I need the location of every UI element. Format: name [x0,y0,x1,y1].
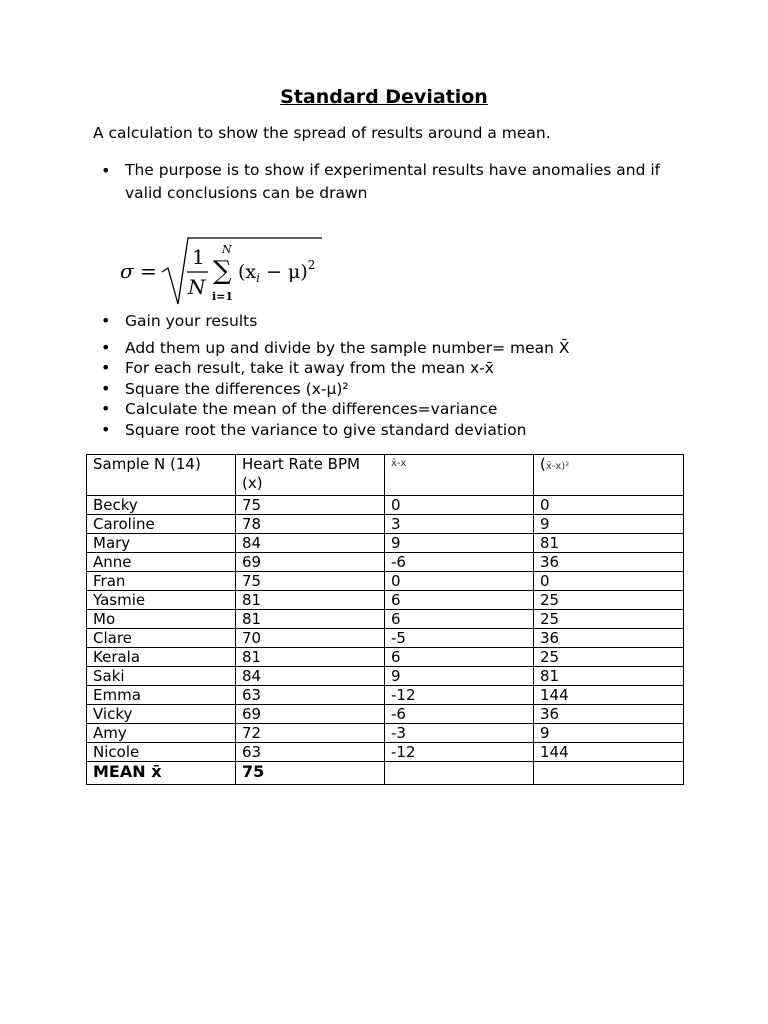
cell-difference: 9 [385,667,534,686]
cell-heart-rate: 84 [236,667,385,686]
table-row [87,496,684,515]
cell-sample-name: Clare [87,629,236,648]
cell-difference-squared: 36 [534,629,684,648]
cell-difference-squared: 36 [534,705,684,724]
cell-difference: 3 [385,515,534,534]
cell-difference-squared: 9 [534,724,684,743]
mean-value: 75 [236,762,385,785]
cell-sample-name: Saki [87,667,236,686]
list-item: • Square root the variance to give standard deviation [93,420,673,441]
list-item: • Gain your results [93,311,673,332]
cell-sample-name: Yasmie [87,591,236,610]
cell-difference-squared: 0 [534,496,684,515]
formula-lhs: σ = [120,259,157,283]
sum-upper-limit: N [222,243,232,256]
header-difference-squared: (x̄-x)² [534,455,684,496]
cell-sample-name: Amy [87,724,236,743]
steps-list [93,311,673,441]
sum-lower-limit: i=1 [212,290,234,303]
table-row [87,534,684,553]
cell-sample-name: Vicky [87,705,236,724]
table-row [87,629,684,648]
cell-sample-name: Anne [87,553,236,572]
cell-difference: 6 [385,648,534,667]
empty-cell [385,762,534,785]
list-item: • The purpose is to show if experimental results have anomalies and if valid conclusions can be drawn [93,159,673,205]
mean-label: MEAN x̄ [87,762,236,785]
cell-difference-squared: 36 [534,553,684,572]
cell-difference-squared: 144 [534,743,684,762]
cell-sample-name: Emma [87,686,236,705]
cell-heart-rate: 81 [236,591,385,610]
table-row [87,610,684,629]
cell-difference-squared: 0 [534,572,684,591]
cell-difference: -3 [385,724,534,743]
cell-difference: 0 [385,572,534,591]
list-item: • For each result, take it away from the mean x-x̄ [93,358,673,379]
cell-heart-rate: 63 [236,686,385,705]
list-item: • Square the differences (x-μ)² [93,379,673,400]
fraction-numerator: 1 [192,245,205,269]
list-item: • Calculate the mean of the differences=variance [93,399,673,420]
cell-sample-name: Becky [87,496,236,515]
table-row [87,667,684,686]
cell-heart-rate: 81 [236,610,385,629]
cell-heart-rate: 84 [236,534,385,553]
intro-text: A calculation to show the spread of results around a mean. [93,124,551,142]
cell-heart-rate: 69 [236,553,385,572]
cell-difference-squared: 9 [534,515,684,534]
mean-row [87,762,684,785]
cell-difference: -12 [385,686,534,705]
cell-heart-rate: 69 [236,705,385,724]
table-row [87,724,684,743]
cell-heart-rate: 78 [236,515,385,534]
cell-sample-name: Caroline [87,515,236,534]
cell-difference-squared: 81 [534,667,684,686]
table-row [87,648,684,667]
sum-symbol: ∑ [213,256,232,286]
cell-sample-name: Mary [87,534,236,553]
table-row [87,686,684,705]
table-row [87,553,684,572]
cell-heart-rate: 70 [236,629,385,648]
cell-difference: 6 [385,591,534,610]
cell-difference: -5 [385,629,534,648]
page-title: Standard Deviation [280,86,488,108]
header-sample: Sample N (14) [87,455,236,496]
cell-difference-squared: 81 [534,534,684,553]
cell-difference-squared: 144 [534,686,684,705]
cell-difference-squared: 25 [534,610,684,629]
table-row [87,743,684,762]
cell-difference: -6 [385,553,534,572]
list-item: • Add them up and divide by the sample number= mean X̄ [93,338,673,359]
table-header-row [87,455,684,496]
cell-difference-squared: 25 [534,648,684,667]
purpose-list [93,159,673,205]
standard-deviation-formula [116,232,346,307]
formula-body: $(x_i - \mu)^2$ [238,258,316,285]
cell-difference-squared: 25 [534,591,684,610]
header-heart-rate: Heart Rate BPM (x) [236,455,385,496]
cell-heart-rate: 75 [236,496,385,515]
heart-rate-table [86,454,684,785]
cell-heart-rate: 63 [236,743,385,762]
table-row [87,515,684,534]
fraction-denominator: N [188,275,206,299]
cell-sample-name: Nicole [87,743,236,762]
cell-difference: 6 [385,610,534,629]
cell-sample-name: Kerala [87,648,236,667]
cell-difference: -6 [385,705,534,724]
empty-cell [534,762,684,785]
table-row [87,572,684,591]
cell-sample-name: Fran [87,572,236,591]
table-row [87,705,684,724]
table-row [87,591,684,610]
cell-heart-rate: 75 [236,572,385,591]
cell-difference: -12 [385,743,534,762]
cell-difference: 0 [385,496,534,515]
cell-heart-rate: 72 [236,724,385,743]
cell-sample-name: Mo [87,610,236,629]
cell-heart-rate: 81 [236,648,385,667]
cell-difference: 9 [385,534,534,553]
header-difference: x̄-x [385,455,534,496]
